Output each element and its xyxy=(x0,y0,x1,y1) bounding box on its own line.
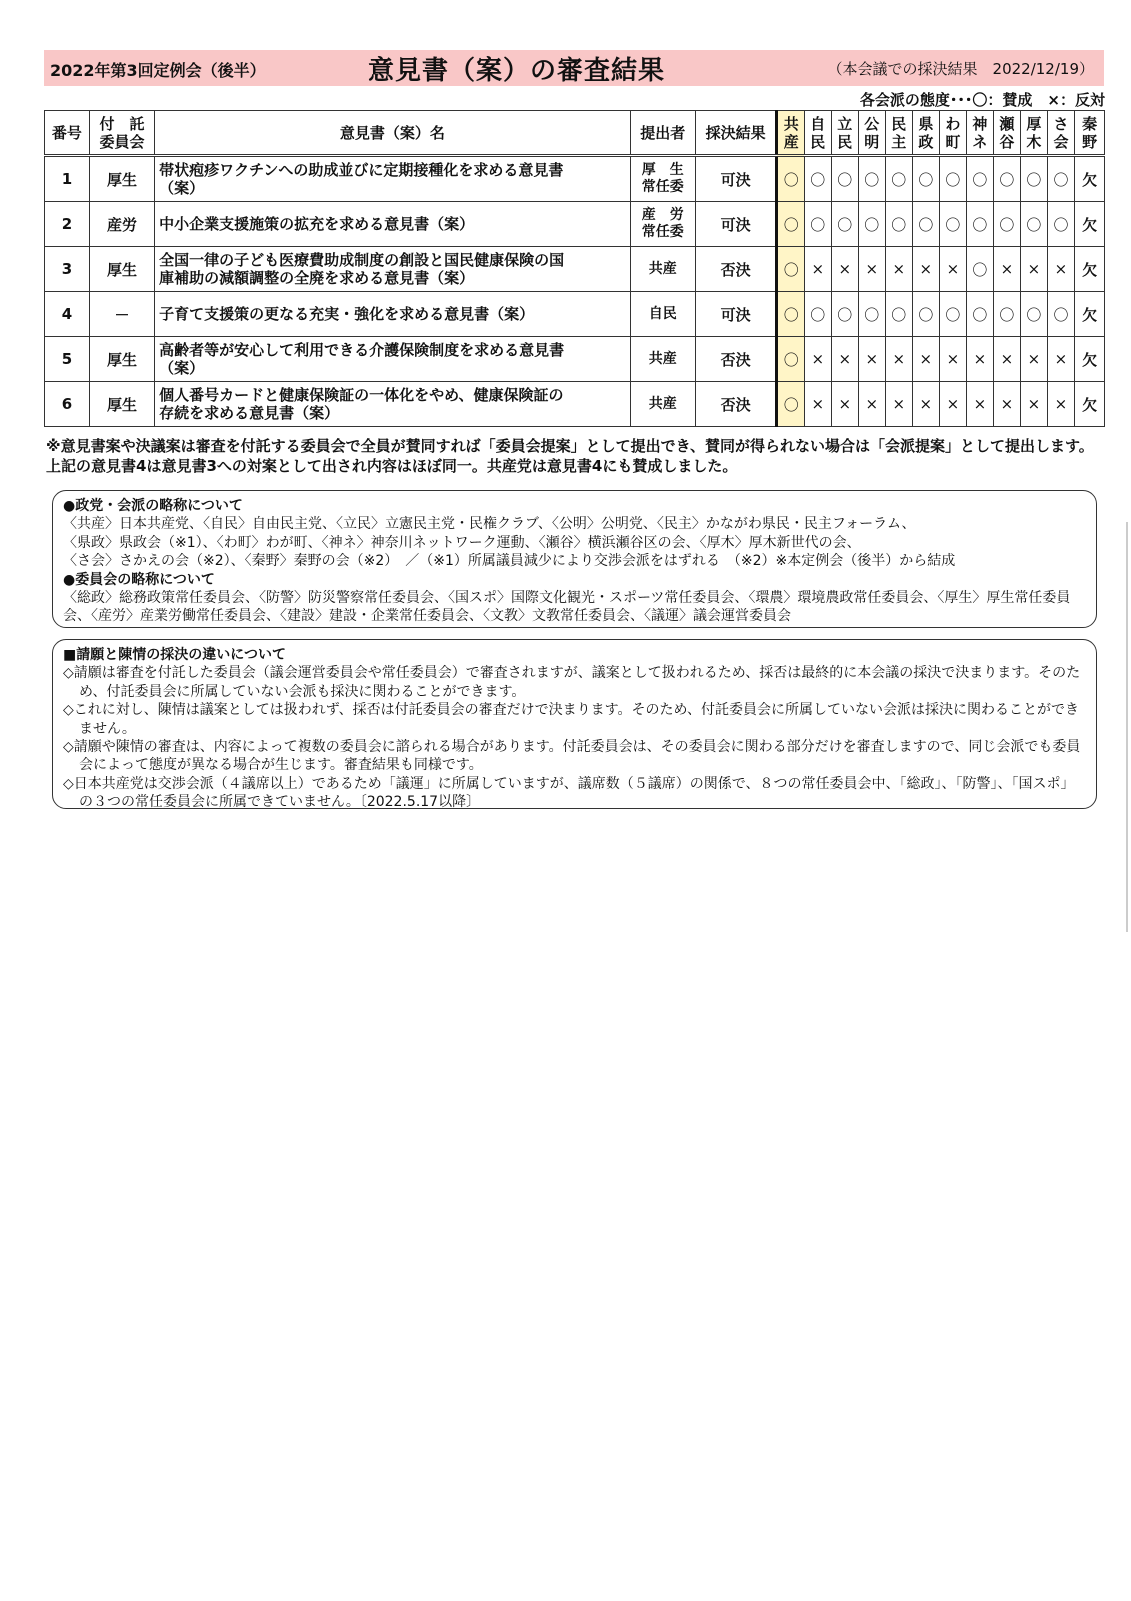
petition-item-3: ◇請願や陳情の審査は、内容によって複数の委員会に諮られる場合があります。付託委員会は、その委員会に関わる部分だけを審査しますので、同じ会派でも委員会によって態度が異なる場合が生じます。審査結果も同様です。 xyxy=(63,739,1081,774)
committee-abbrev-text: 〈総政〉総務政策常任委員会、〈防警〉防災警察常任委員会、〈国スポ〉国際文化観光・スポーツ常任委員会、〈環農〉環境農政常任委員会、〈厚生〉厚生常任委員会、〈産労〉産業労働常任委員会、〈建設〉建設・企業常任委員会、〈文教〉文教常任委員会、〈議運〉議会運営委員会 xyxy=(63,590,1071,625)
row-committee: 厚生 xyxy=(89,337,154,382)
vote-cell: 〇 xyxy=(831,292,859,337)
vote-cell: × xyxy=(831,382,859,427)
vote-cell: 〇 xyxy=(967,156,994,202)
row-submitter: 自民 xyxy=(630,292,695,337)
vote-cell: × xyxy=(913,247,940,292)
vote-cell: 〇 xyxy=(777,382,805,427)
row-name: 高齢者等が安心して利用できる介護保険制度を求める意見書 （案） xyxy=(155,337,630,382)
scan-edge-line xyxy=(1126,522,1128,932)
vote-cell: × xyxy=(913,337,940,382)
vote-cell: 〇 xyxy=(967,247,994,292)
party-abbrev-line-1: 〈共産〉日本共産党、〈自民〉自由民主党、〈立民〉立憲民主党・民権クラブ、〈公明〉公明党、〈民主〉かながわ県民・民主フォーラム、 xyxy=(63,516,916,533)
vote-cell: 〇 xyxy=(859,156,886,202)
vote-cell: × xyxy=(859,382,886,427)
vote-cell: 〇 xyxy=(885,292,913,337)
row-result: 可決 xyxy=(695,202,777,247)
row-name: 帯状疱疹ワクチンへの助成並びに定期接種化を求める意見書 （案） xyxy=(155,156,630,202)
row-submitter: 産 労 常任委 xyxy=(630,202,695,247)
vote-cell: 〇 xyxy=(1047,202,1075,247)
vote-date-label: （本会議での採決結果 2022/12/19） xyxy=(827,60,1094,78)
vote-cell: × xyxy=(993,247,1021,292)
header-committee-text: 付 託 委員会 xyxy=(99,114,145,151)
table-row xyxy=(45,202,1105,247)
header-party-6: 県 政 xyxy=(913,111,940,156)
petition-explanation-box xyxy=(52,639,1097,809)
vote-cell: × xyxy=(1047,382,1075,427)
petition-heading: ■請願と陳情の採決の違いについて xyxy=(63,647,286,663)
row-submitter: 共産 xyxy=(630,247,695,292)
row-number: 1 xyxy=(45,156,90,202)
row-name: 子育て支援策の更なる充実・強化を求める意見書（案） xyxy=(155,292,630,337)
petition-item-1: ◇請願は審査を付託した委員会（議会運営委員会や常任委員会）で審査されますが、議案として扱われるため、採否は最終的に本会議の採決で決まります。そのため、付託委員会に所属していない会派も採決に関わることができます。 xyxy=(63,665,1081,700)
row-committee: 厚生 xyxy=(89,382,154,427)
vote-cell: 〇 xyxy=(939,156,967,202)
header-committee xyxy=(89,111,154,156)
vote-cell: × xyxy=(885,382,913,427)
vote-cell: 〇 xyxy=(993,156,1021,202)
party-abbrev-line-2: 〈県政〉県政会（※1）、〈わ町〉わが町、〈神ネ〉神奈川ネットワーク運動、〈瀬谷〉横浜瀬谷区の会、〈厚木〉厚木新世代の会、 xyxy=(63,534,861,551)
vote-cell: 〇 xyxy=(1021,202,1048,247)
vote-cell: 欠 xyxy=(1075,156,1105,202)
vote-cell: 〇 xyxy=(1021,156,1048,202)
vote-cell: 〇 xyxy=(993,292,1021,337)
petition-item-2: ◇これに対し、陳情は議案としては扱われず、採否は付託委員会の審査だけで決まります。そのため、付託委員会に所属していない会派は採決に関わることができません。 xyxy=(63,702,1079,737)
vote-cell: × xyxy=(831,247,859,292)
vote-cell: 〇 xyxy=(885,156,913,202)
results-table xyxy=(44,110,1105,427)
party-abbrev-heading: ●政党・会派の略称について xyxy=(63,498,243,514)
row-result: 否決 xyxy=(695,337,777,382)
header-party-10: 厚 木 xyxy=(1021,111,1048,156)
header-number: 番号 xyxy=(45,111,90,156)
vote-cell: 〇 xyxy=(777,156,805,202)
vote-cell: 〇 xyxy=(913,292,940,337)
header-result: 採決結果 xyxy=(695,111,777,156)
row-submitter: 厚 生 常任委 xyxy=(630,156,695,202)
vote-cell: × xyxy=(831,337,859,382)
vote-cell: 〇 xyxy=(885,202,913,247)
row-name: 個人番号カードと健康保険証の一体化をやめ、健康保険証の 存続を求める意見書（案） xyxy=(155,382,630,427)
vote-cell: 〇 xyxy=(859,292,886,337)
vote-cell: 〇 xyxy=(913,156,940,202)
header-party-1: 共 産 xyxy=(777,111,805,156)
page-title: 意見書（案）の審査結果 xyxy=(368,56,666,86)
header-submitter: 提出者 xyxy=(630,111,695,156)
vote-cell: × xyxy=(939,247,967,292)
table-header-row xyxy=(45,111,1105,156)
committee-abbrev-heading: ●委員会の略称について xyxy=(63,571,215,588)
vote-cell: × xyxy=(939,382,967,427)
party-abbrev-line-3: 〈さ会〉さかえの会（※2）、〈秦野〉秦野の会（※2） ／（※1）所属議員減少により交渉会派をはずれる （※2）※本定例会（後半）から結成 xyxy=(63,553,956,570)
header-party-4: 公 明 xyxy=(859,111,886,156)
footnote: ※意見書案や決議案は審査を付託する委員会で全員が賛同すれば「委員会提案」として提出でき、賛同が得られない場合は「会派提案」として提出します。上記の意見書4は意見書3への対案として出され内容はほぼ同一。共産党は意見書4にも賛成しました。 xyxy=(46,437,1094,475)
vote-cell: × xyxy=(1021,382,1048,427)
vote-cell: 欠 xyxy=(1075,337,1105,382)
table-body xyxy=(45,156,1105,427)
row-name: 全国一律の子ども医療費助成制度の創設と国民健康保険の国 庫補助の減額調整の全廃を求める意見書（案） xyxy=(155,247,630,292)
table-row xyxy=(45,382,1105,427)
header-party-3: 立 民 xyxy=(831,111,859,156)
row-submitter: 共産 xyxy=(630,382,695,427)
vote-cell: 〇 xyxy=(831,156,859,202)
vote-cell: × xyxy=(967,382,994,427)
vote-cell: 〇 xyxy=(777,202,805,247)
vote-cell: 〇 xyxy=(993,202,1021,247)
vote-cell: × xyxy=(1047,247,1075,292)
vote-cell: × xyxy=(1047,337,1075,382)
row-committee: 厚生 xyxy=(89,156,154,202)
vote-cell: × xyxy=(885,247,913,292)
vote-cell: 〇 xyxy=(804,156,831,202)
vote-cell: 〇 xyxy=(1047,156,1075,202)
vote-cell: 〇 xyxy=(777,292,805,337)
vote-cell: 〇 xyxy=(777,247,805,292)
header-party-7: わ 町 xyxy=(939,111,967,156)
vote-cell: × xyxy=(993,337,1021,382)
vote-cell: × xyxy=(804,247,831,292)
row-number: 5 xyxy=(45,337,90,382)
vote-cell: × xyxy=(1021,337,1048,382)
header-party-5: 民 主 xyxy=(885,111,913,156)
vote-cell: × xyxy=(967,337,994,382)
vote-cell: 欠 xyxy=(1075,382,1105,427)
header-party-9: 瀬 谷 xyxy=(993,111,1021,156)
session-label: 2022年第3回定例会（後半） xyxy=(50,61,266,80)
row-number: 2 xyxy=(45,202,90,247)
abbreviations-box xyxy=(52,490,1097,628)
table-row xyxy=(45,292,1105,337)
row-committee: 厚生 xyxy=(89,247,154,292)
vote-cell: 〇 xyxy=(939,202,967,247)
vote-cell: 〇 xyxy=(831,202,859,247)
vote-cell: 〇 xyxy=(967,292,994,337)
header-name: 意見書（案）名 xyxy=(155,111,630,156)
header-band xyxy=(44,50,1104,86)
vote-cell: × xyxy=(913,382,940,427)
vote-cell: 〇 xyxy=(804,292,831,337)
table-row xyxy=(45,156,1105,202)
row-result: 否決 xyxy=(695,247,777,292)
vote-cell: 欠 xyxy=(1075,292,1105,337)
vote-cell: × xyxy=(885,337,913,382)
vote-cell: 〇 xyxy=(939,292,967,337)
row-committee: － xyxy=(89,292,154,337)
row-result: 可決 xyxy=(695,156,777,202)
row-result: 可決 xyxy=(695,292,777,337)
vote-legend: 各会派の態度･･･〇：賛成 ×：反対 xyxy=(859,91,1105,109)
row-name: 中小企業支援施策の拡充を求める意見書（案） xyxy=(155,202,630,247)
row-result: 否決 xyxy=(695,382,777,427)
petition-item-4: ◇日本共産党は交渉会派（４議席以上）であるため「議運」に所属していますが、議席数（５議席）の関係で、８つの常任委員会中、「総政」、「防警」、「国スポ」の３つの常任委員会に所属できていません。〔2022.5.17以降〕 xyxy=(63,775,1075,811)
vote-cell: 欠 xyxy=(1075,202,1105,247)
vote-cell: × xyxy=(939,337,967,382)
vote-cell: 〇 xyxy=(777,337,805,382)
vote-cell: × xyxy=(993,382,1021,427)
row-committee: 産労 xyxy=(89,202,154,247)
table-row xyxy=(45,337,1105,382)
header-party-12: 秦 野 xyxy=(1075,111,1105,156)
vote-cell: × xyxy=(804,382,831,427)
header-party-2: 自 民 xyxy=(804,111,831,156)
row-number: 4 xyxy=(45,292,90,337)
vote-cell: 〇 xyxy=(1047,292,1075,337)
row-submitter: 共産 xyxy=(630,337,695,382)
row-number: 3 xyxy=(45,247,90,292)
vote-cell: 〇 xyxy=(1021,292,1048,337)
vote-cell: × xyxy=(1021,247,1048,292)
vote-cell: 〇 xyxy=(859,202,886,247)
vote-cell: × xyxy=(804,337,831,382)
vote-cell: 〇 xyxy=(804,202,831,247)
vote-cell: 〇 xyxy=(967,202,994,247)
header-party-11: さ 会 xyxy=(1047,111,1075,156)
row-number: 6 xyxy=(45,382,90,427)
vote-cell: × xyxy=(859,247,886,292)
table-row xyxy=(45,247,1105,292)
header-party-8: 神 ネ xyxy=(967,111,994,156)
vote-cell: × xyxy=(859,337,886,382)
vote-cell: 欠 xyxy=(1075,247,1105,292)
vote-cell: 〇 xyxy=(913,202,940,247)
